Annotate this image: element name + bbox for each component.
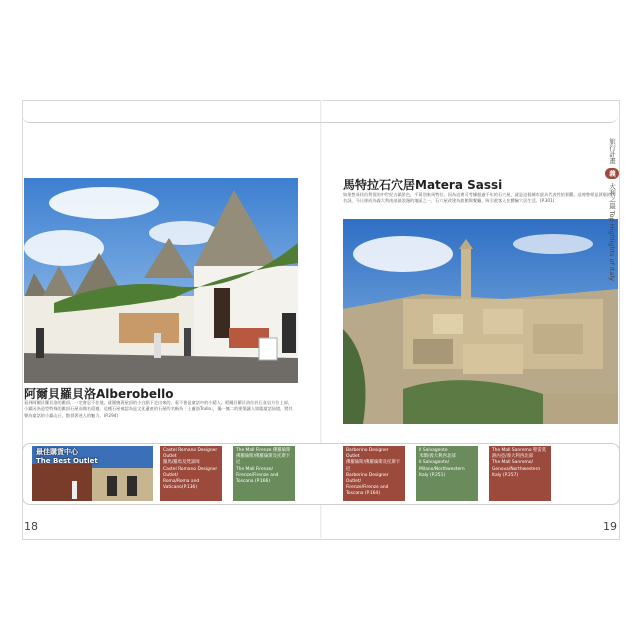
page-number-right: 19 xyxy=(603,520,617,533)
side-tab-badge: 義 xyxy=(605,168,619,179)
outlet-label-en: The Best Outlet xyxy=(36,457,98,465)
matera-photo xyxy=(343,219,618,424)
alberobello-title: 阿爾貝羅貝洛Alberobello xyxy=(24,387,174,401)
page-number-left: 18 xyxy=(24,520,38,533)
alberobello-body: 看到阿爾貝羅貝洛的錐頂，一定會忍不住地，就圍繞著屋頂的小白點下走出來的，看不會是童話中的小精人。阿爾貝羅貝洛位於石灰岩方位上部，小鎮因為造型特殊的錐頂石屋而聞名遐邇，這種石屋被認為是文化遺產的石屋的名稱為「土盧洛Trullo」，獨一無二的建築讓人如臨童話仙境，將其譽為童話的小鎮山丘，散發著迷人的魅力。(P.294) xyxy=(24,400,293,418)
header-box xyxy=(22,100,618,123)
matera-title: 馬特拉石穴居Matera Sassi xyxy=(343,178,503,192)
outlet-label-zh: 最佳購貨中心 xyxy=(36,448,78,456)
outlet-card: Barberino Designer Outlet 佛羅倫斯/佛羅倫斯及托斯卡尼 Barberino Designer Outlet/ Firenze/Firenze and Toscana (P.164) xyxy=(343,446,405,501)
outlet-card: The Mall Sanremo 聖雷莫 熱內亞/義大利西北部 The Mall Sanremo/ Genova/Northwestern Italy (P.257) xyxy=(489,446,551,501)
chapter-side-tab xyxy=(605,138,619,281)
outlet-card: The Mall Firenze 佛羅倫斯 佛羅倫斯/佛羅倫斯及托斯卡尼 The Mall Firenze/ Firenze/Firenze and Toscana (P.166) xyxy=(233,446,295,501)
side-tab-text: 大利之最 Top Highlights of Italy xyxy=(608,182,616,281)
matera-body: 如果想尋找伯利恆的中世紀古鎮景色，千萬別來馬特拉，因為這裡可考據超過千年的石穴屋，就是這個城市最具代表性的景觀。這裡曾經是貧窮的代名詞，今日卻成為義大利南部最浪漫的地區之一，石穴屋改建為旅館與餐廳，吸引遊客入住體驗穴居生活。(P.301) xyxy=(343,192,616,204)
side-tab-prefix: 旅行計畫 xyxy=(608,138,616,164)
outlet-card: Il Salvagente 米蘭/義大利西北部 Il Salvagente/ Milano/Northwestern Italy (P.251) xyxy=(416,446,478,501)
outlet-card: Castel Romano Designer Outlet 羅馬/羅馬及梵諦岡 Castel Romano Designer Outlet/ Roma/Roma and Vaticano(P.136) xyxy=(160,446,222,501)
alberobello-photo xyxy=(24,178,298,383)
outlet-label xyxy=(36,448,98,466)
